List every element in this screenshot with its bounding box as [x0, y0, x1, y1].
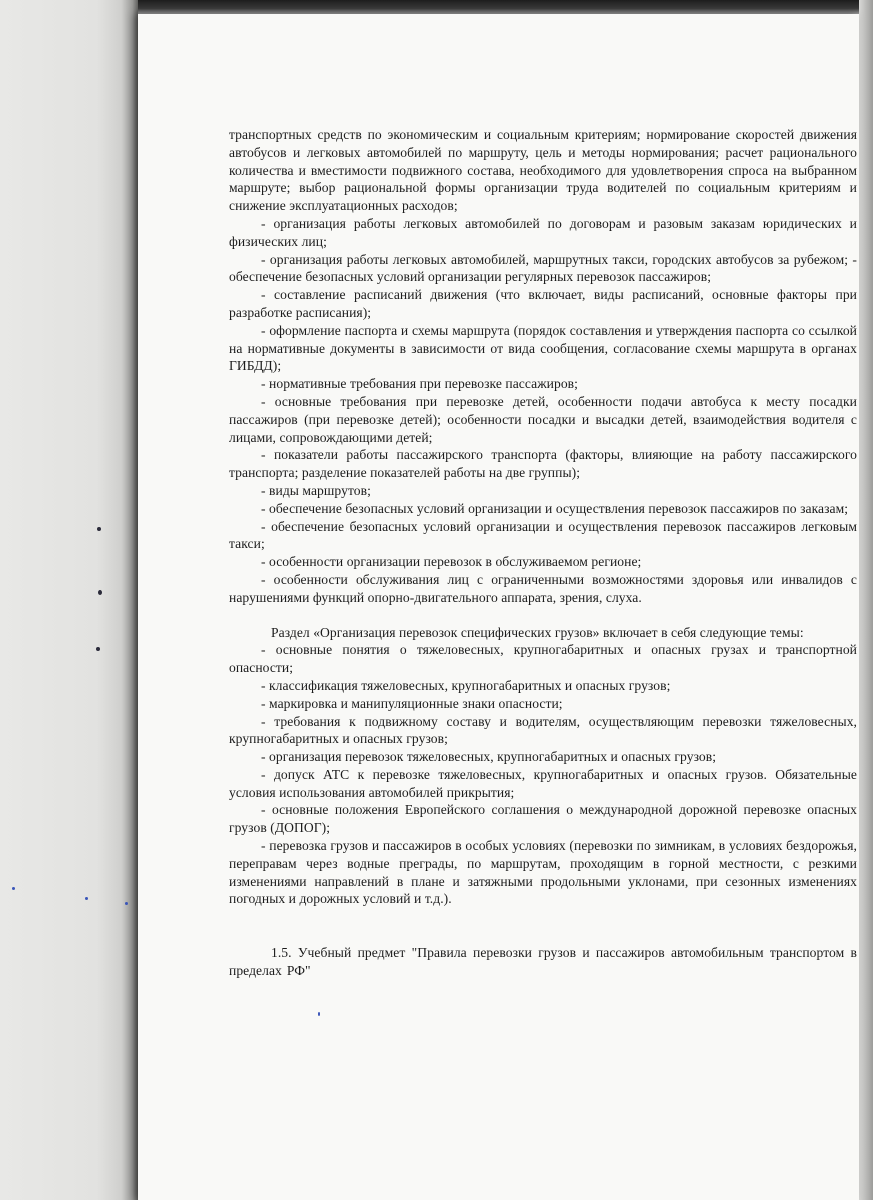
list-item: - требования к подвижному составу и водителям, осуществляющим перевозки тяжеловесных, крупногабаритных и опасных грузов; — [229, 713, 857, 747]
scan-speck — [125, 902, 128, 905]
list-item: - перевозка грузов и пассажиров в особых условиях (перевозки по зимникам, в условиях бездорожья, переправам через водные преграды, по маршрутам, проходящим в горной местности, с резкими изменениями направлений в плане и затяжными продольными уклонами, при сезонных изменениях погодных и дорожных условий и т.д.). — [229, 838, 857, 907]
list-item: - оформление паспорта и схемы маршрута (порядок составления и утверждения паспорта со ссылкой на нормативные документы в зависимости от вида сообщения, согласование схемы маршрута в органах ГИБДД); — [229, 322, 857, 374]
scan-speck — [318, 1012, 320, 1016]
subject-heading: 1.5. Учебный предмет "Правила перевозки грузов и пассажиров автомобильным транспортом в пределах РФ" — [229, 945, 857, 979]
list-item: - допуск АТС к перевозке тяжеловесных, крупногабаритных и опасных грузов. Обязательные условия использования автомобилей прикрытия; — [229, 766, 857, 800]
list-item: - основные понятия о тяжеловесных, крупногабаритных и опасных грузах и транспортной опасности; — [229, 642, 857, 676]
list-item: - виды маршрутов; — [261, 482, 371, 498]
paragraph-continuation: транспортных средств по экономическим и социальным критериям; нормирование скоростей движения автобусов и легковых автомобилей по маршруту, цель и методы нормирования; расчет рационального количества и вместимости подвижного состава, необходимого для удовлетворения спроса на выбранном маршруте; выбор рациональной формы организации труда водителей по социальным критериям и снижение эксплуатационных расходов; — [229, 127, 857, 214]
scan-speck — [85, 897, 88, 900]
scan-speck — [98, 590, 102, 595]
list-item: - особенности организации перевозок в обслуживаемом регионе; — [261, 554, 642, 570]
list-item: - маркировка и манипуляционные знаки опасности; — [261, 695, 563, 711]
list-item: - нормативные требования при перевозке пассажиров; — [261, 376, 578, 392]
list-item: - основные положения Европейского соглашения о международной дорожной перевозке опасных грузов (ДОПОГ); — [229, 802, 857, 836]
list-item: - составление расписаний движения (что включает, виды расписаний, основные факторы при разработке расписания); — [229, 287, 857, 320]
scan-speck — [96, 647, 100, 651]
scan-speck — [97, 527, 101, 531]
scan-left-margin — [0, 0, 138, 1200]
document-body — [229, 126, 857, 980]
list-item: - организация работы легковых автомобилей по договорам и разовым заказам юридических и физических лиц; — [229, 215, 857, 249]
list-item: - особенности обслуживания лиц с ограниченными возможностями здоровья или инвалидов с нарушениями функций опорно-двигательного аппарата, зрения, слуха. — [229, 571, 857, 605]
section-intro: Раздел «Организация перевозок специфических грузов» включает в себя следующие темы: — [271, 624, 804, 640]
list-item: - обеспечение безопасных условий организации и осуществления перевозок пассажиров по заказам; — [261, 500, 849, 516]
list-item: - обеспечение безопасных условий организации и осуществления перевозок пассажиров легковым такси; — [229, 518, 857, 552]
scan-speck — [12, 887, 15, 890]
scan-right-edge — [859, 0, 873, 1200]
list-item: - показатели работы пассажирского транспорта (факторы, влияющие на работу пассажирского транспорта; разделение показателей работы на две группы); — [229, 447, 857, 481]
list-item: - организация перевозок тяжеловесных, крупногабаритных и опасных грузов; — [261, 749, 717, 765]
list-item: - классификация тяжеловесных, крупногабаритных и опасных грузов; — [261, 677, 671, 693]
list-item: - основные требования при перевозке детей, особенности подачи автобуса к месту посадки пассажиров (при перевозке детей); особенности посадки и высадки детей, взаимодействия водителя с лицами, сопровождающими детей; — [229, 393, 857, 445]
list-item: - организация работы легковых автомобилей, маршрутных такси, городских автобусов за рубежом; - обеспечение безопасных условий организации регулярных перевозок пассажиров; — [229, 251, 857, 285]
